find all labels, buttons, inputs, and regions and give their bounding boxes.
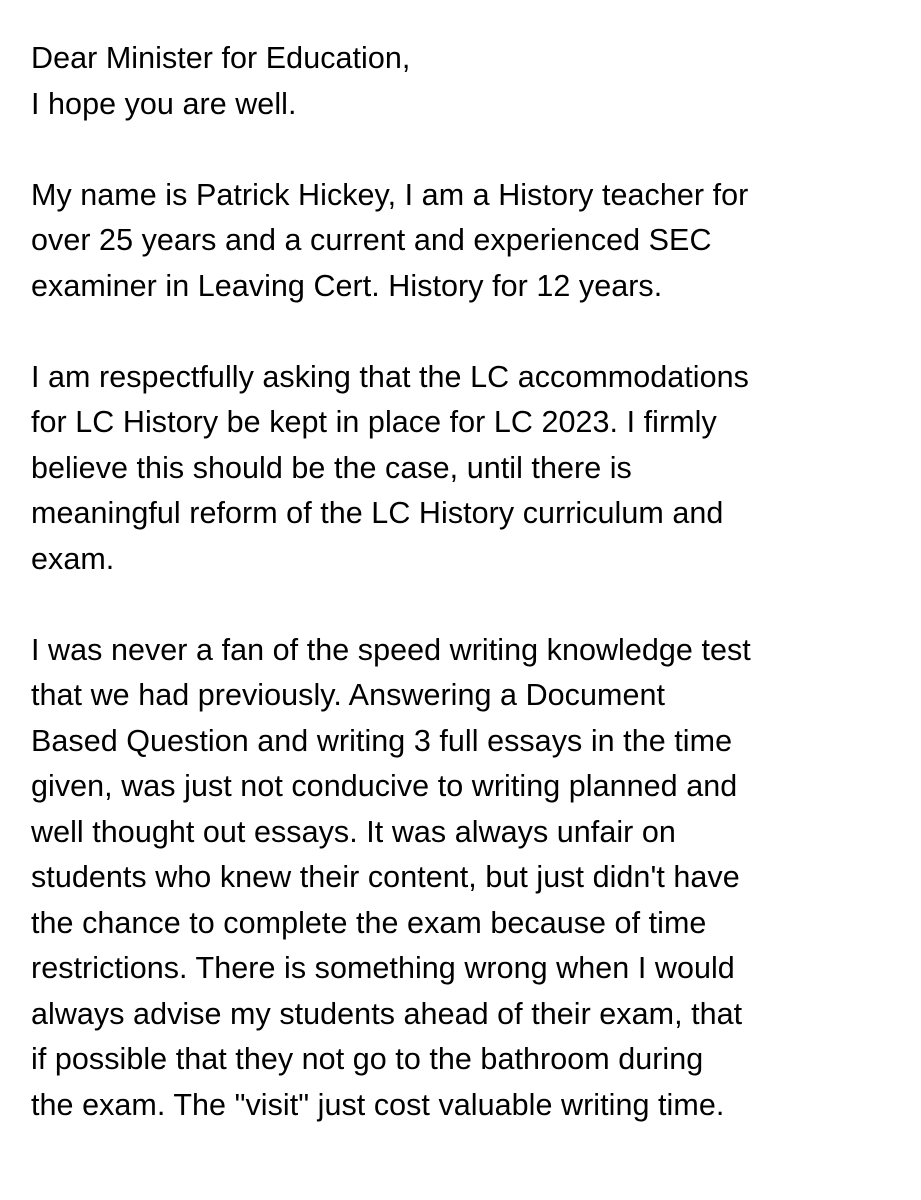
salutation bbox=[31, 36, 911, 127]
salutation-line: Dear Minister for Education, bbox=[31, 41, 411, 75]
text-line: well thought out essays. It was always unfair on bbox=[31, 814, 676, 849]
paragraph-request bbox=[31, 355, 911, 583]
text-line: examiner in Leaving Cert. History for 12 years. bbox=[31, 268, 663, 303]
text-line: over 25 years and a current and experienced SEC bbox=[31, 223, 712, 257]
text-line: I was never a fan of the speed writing knowledge test bbox=[31, 632, 751, 667]
text-line: students who knew their content, but just didn't have bbox=[31, 860, 740, 894]
text-line: Based Question and writing 3 full essays in the time bbox=[31, 723, 733, 758]
text-line: believe this should be the case, until there is bbox=[31, 450, 632, 485]
paragraph-introduction bbox=[31, 173, 911, 310]
text-line: the exam. The "visit" just cost valuable writing time. bbox=[31, 1087, 725, 1122]
paragraph-argument bbox=[31, 628, 911, 1129]
text-line: restrictions. There is something wrong when I would bbox=[31, 951, 735, 985]
text-line: if possible that they not go to the bathroom during bbox=[31, 1042, 704, 1076]
text-line: My name is Patrick Hickey, I am a History teacher for bbox=[31, 177, 749, 212]
text-line: always advise my students ahead of their exam, that bbox=[31, 996, 743, 1031]
text-line: that we had previously. Answering a Document bbox=[31, 678, 666, 712]
text-line: for LC History be kept in place for LC 2023. I firmly bbox=[31, 405, 717, 439]
text-line: meaningful reform of the LC History curriculum and bbox=[31, 496, 724, 530]
text-line: the chance to complete the exam because of time bbox=[31, 905, 707, 940]
text-line: I am respectfully asking that the LC accommodations bbox=[31, 359, 749, 394]
letter-body bbox=[31, 36, 911, 1128]
text-line: exam. bbox=[31, 541, 115, 576]
text-line: given, was just not conducive to writing planned and bbox=[31, 769, 738, 803]
greeting-line: I hope you are well. bbox=[31, 86, 297, 121]
